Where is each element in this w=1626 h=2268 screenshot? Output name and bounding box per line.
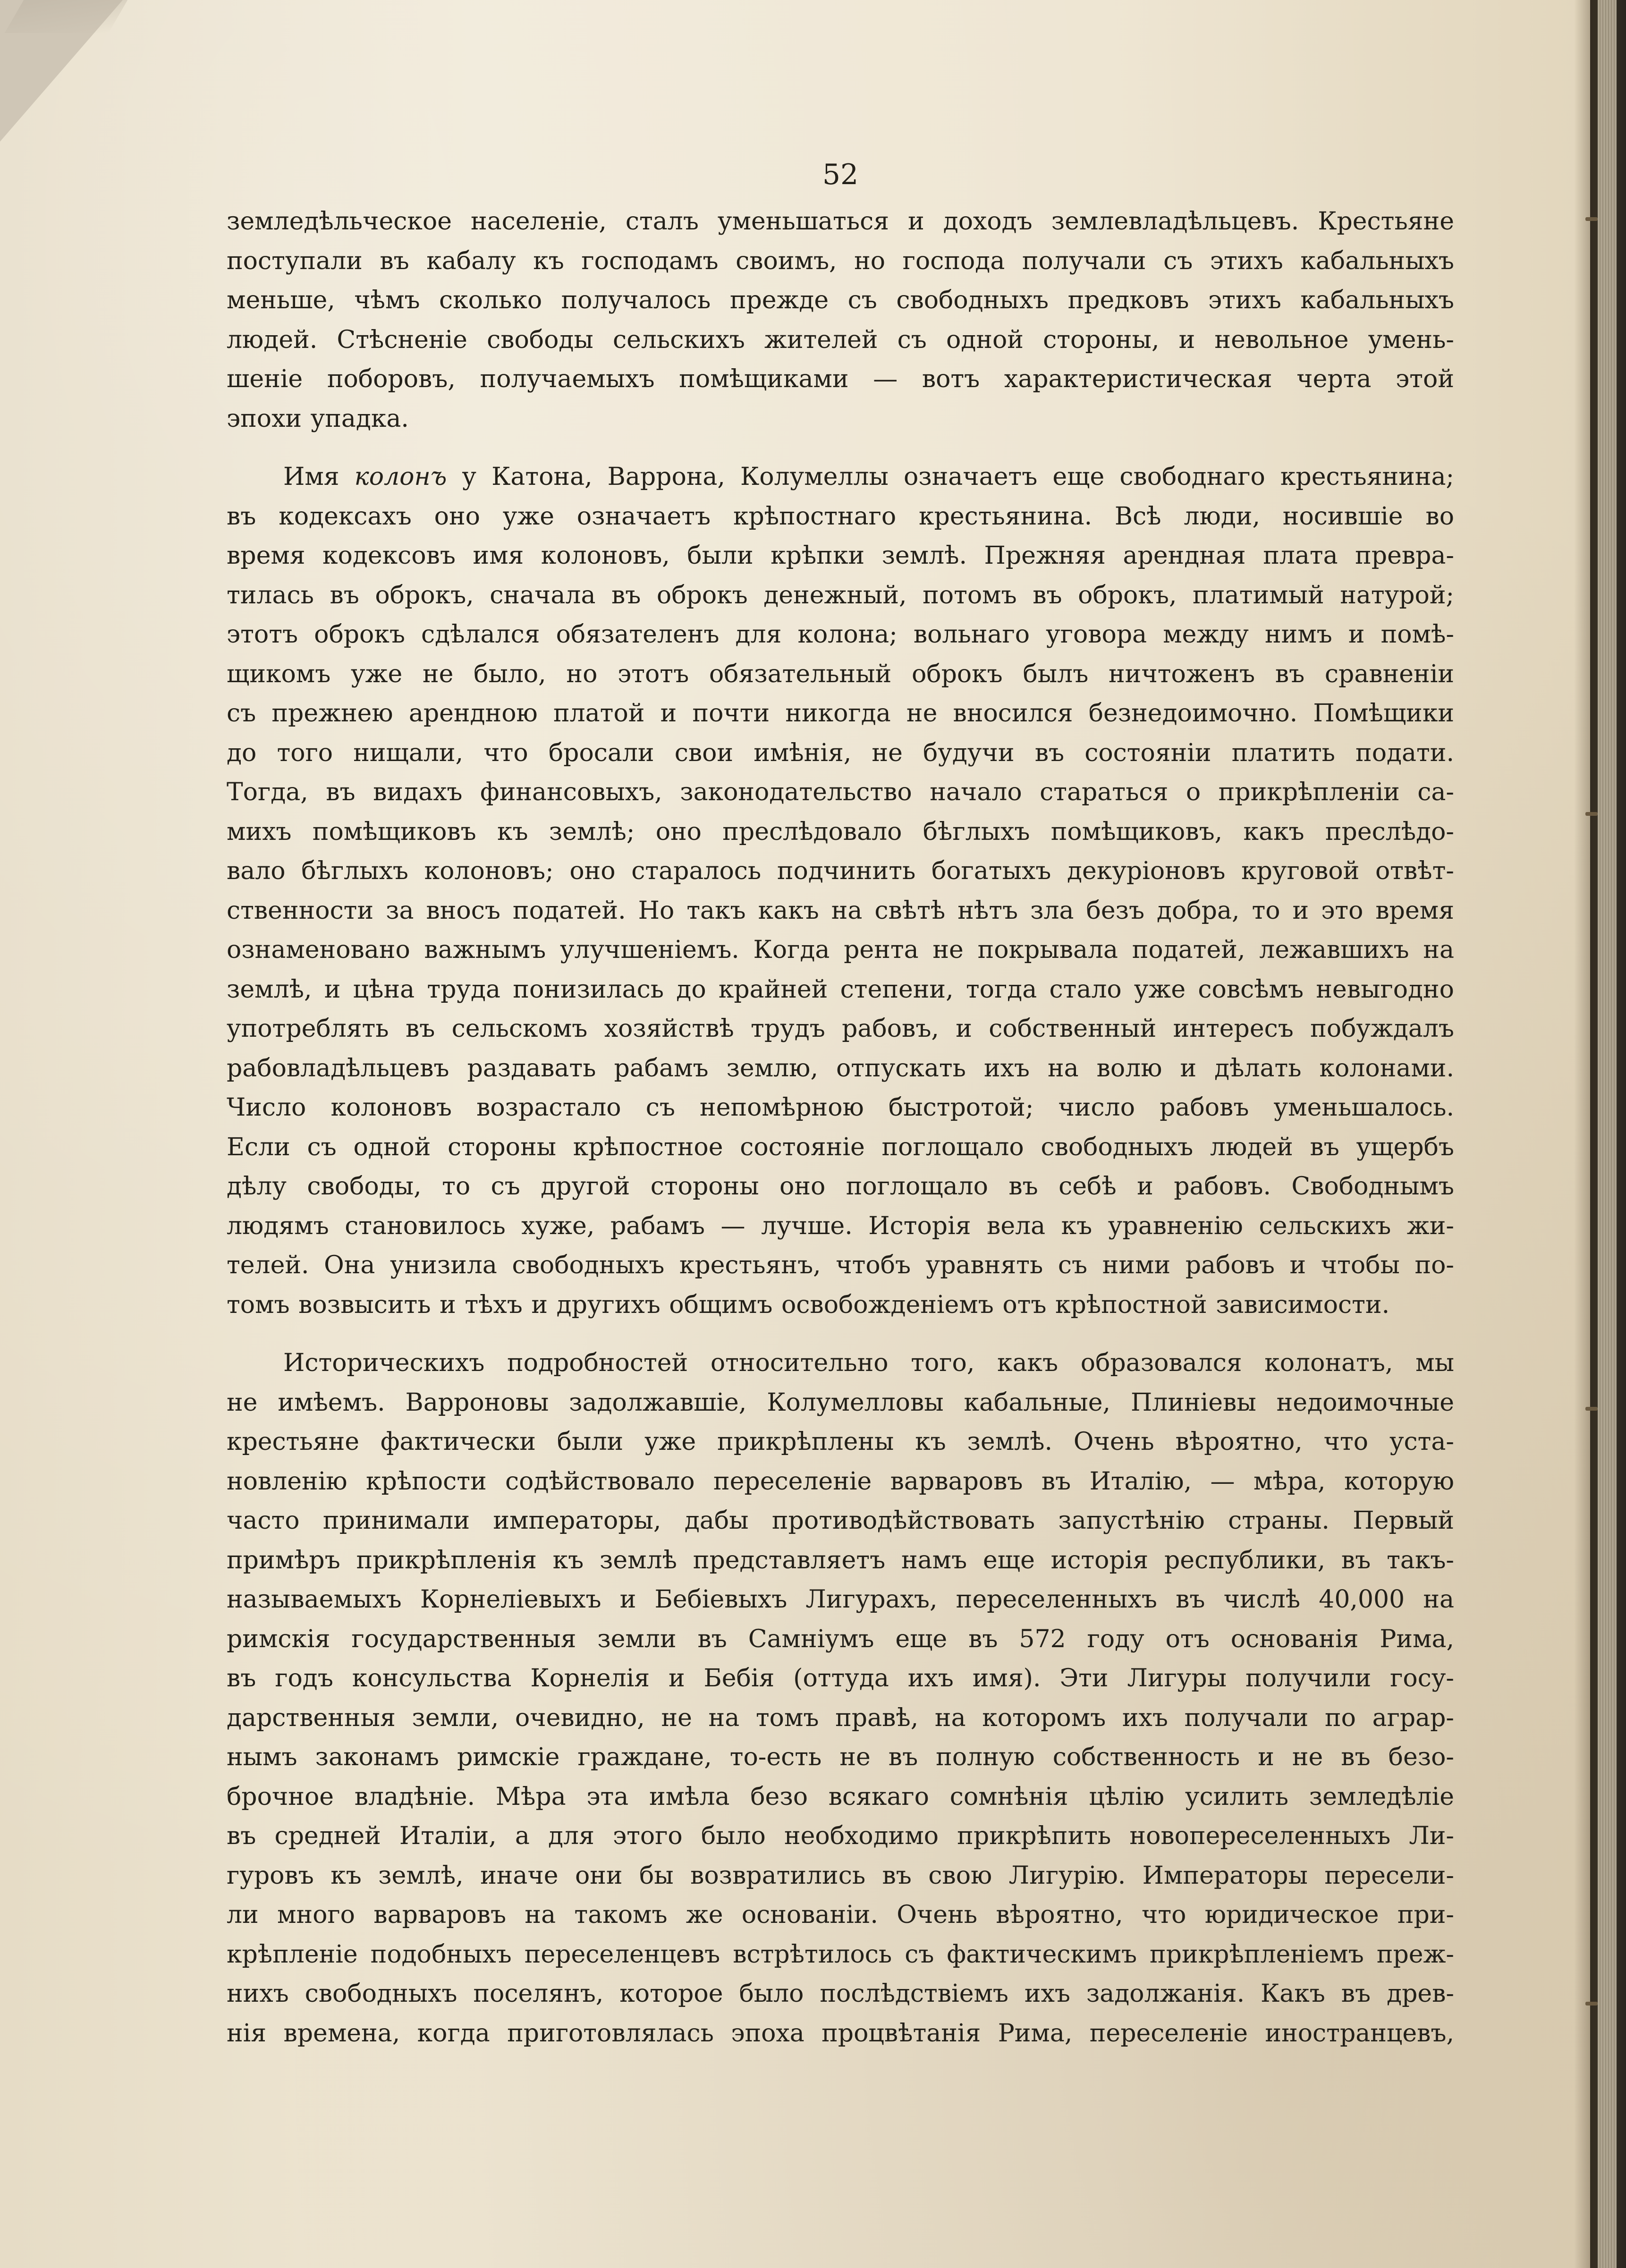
text-line: нымъ законамъ римскіе граждане, то-есть не въ полную собственность и не въ безо-	[227, 1743, 1454, 1771]
text-line: Историческихъ подробностей относительно того, какъ образовался колонатъ, мы	[283, 1349, 1454, 1377]
text-line: крѣпленіе подобныхъ переселенцевъ встрѣтилось съ фактическимъ прикрѣпленіемъ преж-	[227, 1940, 1454, 1969]
paragraph-3	[227, 1344, 1454, 2053]
text-line: гуровъ къ землѣ, иначе они бы возвратились въ свою Лигурію. Императоры пересели-	[227, 1861, 1454, 1890]
italic-term: колонъ	[354, 463, 447, 491]
text-line: Число колоновъ возрастало съ непомѣрною быстротой; число рабовъ уменьшалось.	[227, 1093, 1454, 1122]
text-line: Имя колонъ у Катона, Варрона, Колумеллы означаетъ еще свободнаго крестьянина;	[283, 463, 1454, 491]
text-line: эпохи упадка.	[227, 404, 409, 433]
text-line: шеніе поборовъ, получаемыхъ помѣщиками — вотъ характеристическая черта этой	[227, 365, 1454, 393]
text-line: рабовладѣльцевъ раздавать рабамъ землю, отпускать ихъ на волю и дѣлать колонами.	[227, 1054, 1454, 1083]
page-number: 52	[822, 158, 859, 191]
text-line: примѣръ прикрѣпленія къ землѣ представляетъ намъ еще исторія республики, въ такъ-	[227, 1546, 1454, 1574]
text-line: до того нищали, что бросали свои имѣнія, не будучи въ состояніи платить подати.	[227, 738, 1454, 767]
text-line: томъ возвысить и тѣхъ и другихъ общимъ освобожденіемъ отъ крѣпостной зависимости.	[227, 1290, 1390, 1319]
text-line: дѣлу свободы, то съ другой стороны оно поглощало въ себѣ и рабовъ. Свободнымъ	[227, 1172, 1454, 1201]
text-line: крестьяне фактически были уже прикрѣплены къ землѣ. Очень вѣроятно, что уста-	[227, 1428, 1454, 1456]
text-line: въ средней Италіи, а для этого было необходимо прикрѣпить новопереселенныхъ Ли-	[227, 1822, 1454, 1850]
text-line: дарственныя земли, очевидно, не на томъ правѣ, на которомъ ихъ получали по аграр-	[227, 1703, 1454, 1732]
text-line: нія времена, когда приготовлялась эпоха процвѣтанія Рима, переселеніе иностранцевъ,	[227, 2019, 1454, 2048]
text-line: нихъ свободныхъ поселянъ, которое было послѣдствіемъ ихъ задолжанія. Какъ въ древ-	[227, 1980, 1454, 2008]
text-line: въ кодексахъ оно уже означаетъ крѣпостнаго крестьянина. Всѣ люди, носившіе во	[227, 502, 1454, 531]
text-line: называемыхъ Корнеліевыхъ и Бебіевыхъ Лигурахъ, переселенныхъ въ числѣ 40,000 на	[227, 1585, 1454, 1614]
text-line: съ прежнею арендною платой и почти никогда не вносился безнедоимочно. Помѣщики	[227, 699, 1454, 728]
text-line: вало бѣглыхъ колоновъ; оно старалось подчинить богатыхъ декуріоновъ круговой отвѣт-	[227, 857, 1454, 885]
text-line: ознаменовано важнымъ улучшеніемъ. Когда рента не покрывала податей, лежавшихъ на	[227, 936, 1454, 964]
text-line: людей. Стѣсненіе свободы сельскихъ жителей съ одной стороны, и невольное умень-	[227, 325, 1454, 354]
text-line: земледѣльческое населеніе, сталъ уменьшаться и доходъ землевладѣльцевъ. Крестьяне	[227, 207, 1454, 236]
page-content	[227, 156, 1454, 2072]
text-line: не имѣемъ. Варроновы задолжавшіе, Колумелловы кабальные, Плиніевы недоимочные	[227, 1388, 1454, 1417]
binding-stitch	[1585, 1407, 1598, 1411]
page-edges	[1598, 0, 1617, 2268]
text-line: часто принимали императоры, дабы противодѣйствовать запустѣнію страны. Первый	[227, 1506, 1454, 1535]
text-line: людямъ становилось хуже, рабамъ — лучше. Исторія вела къ уравненію сельскихъ жи-	[227, 1211, 1454, 1240]
text-line: брочное владѣніе. Мѣра эта имѣла безо всякаго сомнѣнія цѣлію усилить земледѣліе	[227, 1782, 1454, 1811]
paragraph-2	[227, 457, 1454, 1325]
text-line: Если съ одной стороны крѣпостное состояніе поглощало свободныхъ людей въ ущербъ	[227, 1133, 1454, 1161]
text-line: михъ помѣщиковъ къ землѣ; оно преслѣдовало бѣглыхъ помѣщиковъ, какъ преслѣдо-	[227, 817, 1454, 846]
text-line: телей. Она унизила свободныхъ крестьянъ, чтобъ уравнять съ ними рабовъ и чтобы по-	[227, 1251, 1454, 1279]
text-line: Тогда, въ видахъ финансовыхъ, законодательство начало стараться о прикрѣпленіи са-	[227, 778, 1454, 806]
text-line: время кодексовъ имя колоновъ, были крѣпки землѣ. Прежняя арендная плата превра-	[227, 542, 1454, 570]
text-line: этотъ оброкъ сдѣлался обязателенъ для колона; вольнаго уговора между нимъ и помѣ-	[227, 620, 1454, 649]
text-line: ли много варваровъ на такомъ же основаніи. Очень вѣроятно, что юридическое при-	[227, 1901, 1454, 1929]
paragraph-1	[227, 202, 1454, 439]
binding-stitch	[1585, 217, 1598, 221]
text-line: новленію крѣпости содѣйствовало переселеніе варваровъ въ Италію, — мѣра, которую	[227, 1467, 1454, 1496]
text-line: щикомъ уже не было, но этотъ обязательный оброкъ былъ ничтоженъ въ сравненіи	[227, 660, 1454, 688]
folded-corner-shadow	[5, 0, 127, 33]
text-line: меньше, чѣмъ сколько получалось прежде съ свободныхъ предковъ этихъ кабальныхъ	[227, 286, 1454, 314]
text-line: поступали въ кабалу къ господамъ своимъ, но господа получали съ этихъ кабальныхъ	[227, 246, 1454, 275]
text-line: употреблять въ сельскомъ хозяйствѣ трудъ рабовъ, и собственный интересъ побуждалъ	[227, 1015, 1454, 1043]
text-line: въ годъ консульства Корнелія и Бебія (оттуда ихъ имя). Эти Лигуры получили госу-	[227, 1664, 1454, 1693]
text-line: римскія государственныя земли въ Самніумъ еще въ 572 году отъ основанія Рима,	[227, 1625, 1454, 1653]
text-line: тилась въ оброкъ, сначала въ оброкъ денежный, потомъ въ оброкъ, платимый натурой;	[227, 581, 1454, 609]
text-line: землѣ, и цѣна труда понизилась до крайней степени, тогда стало уже совсѣмъ невыгодно	[227, 975, 1454, 1004]
text-line: ственности за вносъ податей. Но такъ какъ на свѣтѣ нѣтъ зла безъ добра, то и это время	[227, 896, 1454, 925]
binding-stitch	[1585, 812, 1598, 816]
binding-stitch	[1585, 2002, 1598, 2006]
